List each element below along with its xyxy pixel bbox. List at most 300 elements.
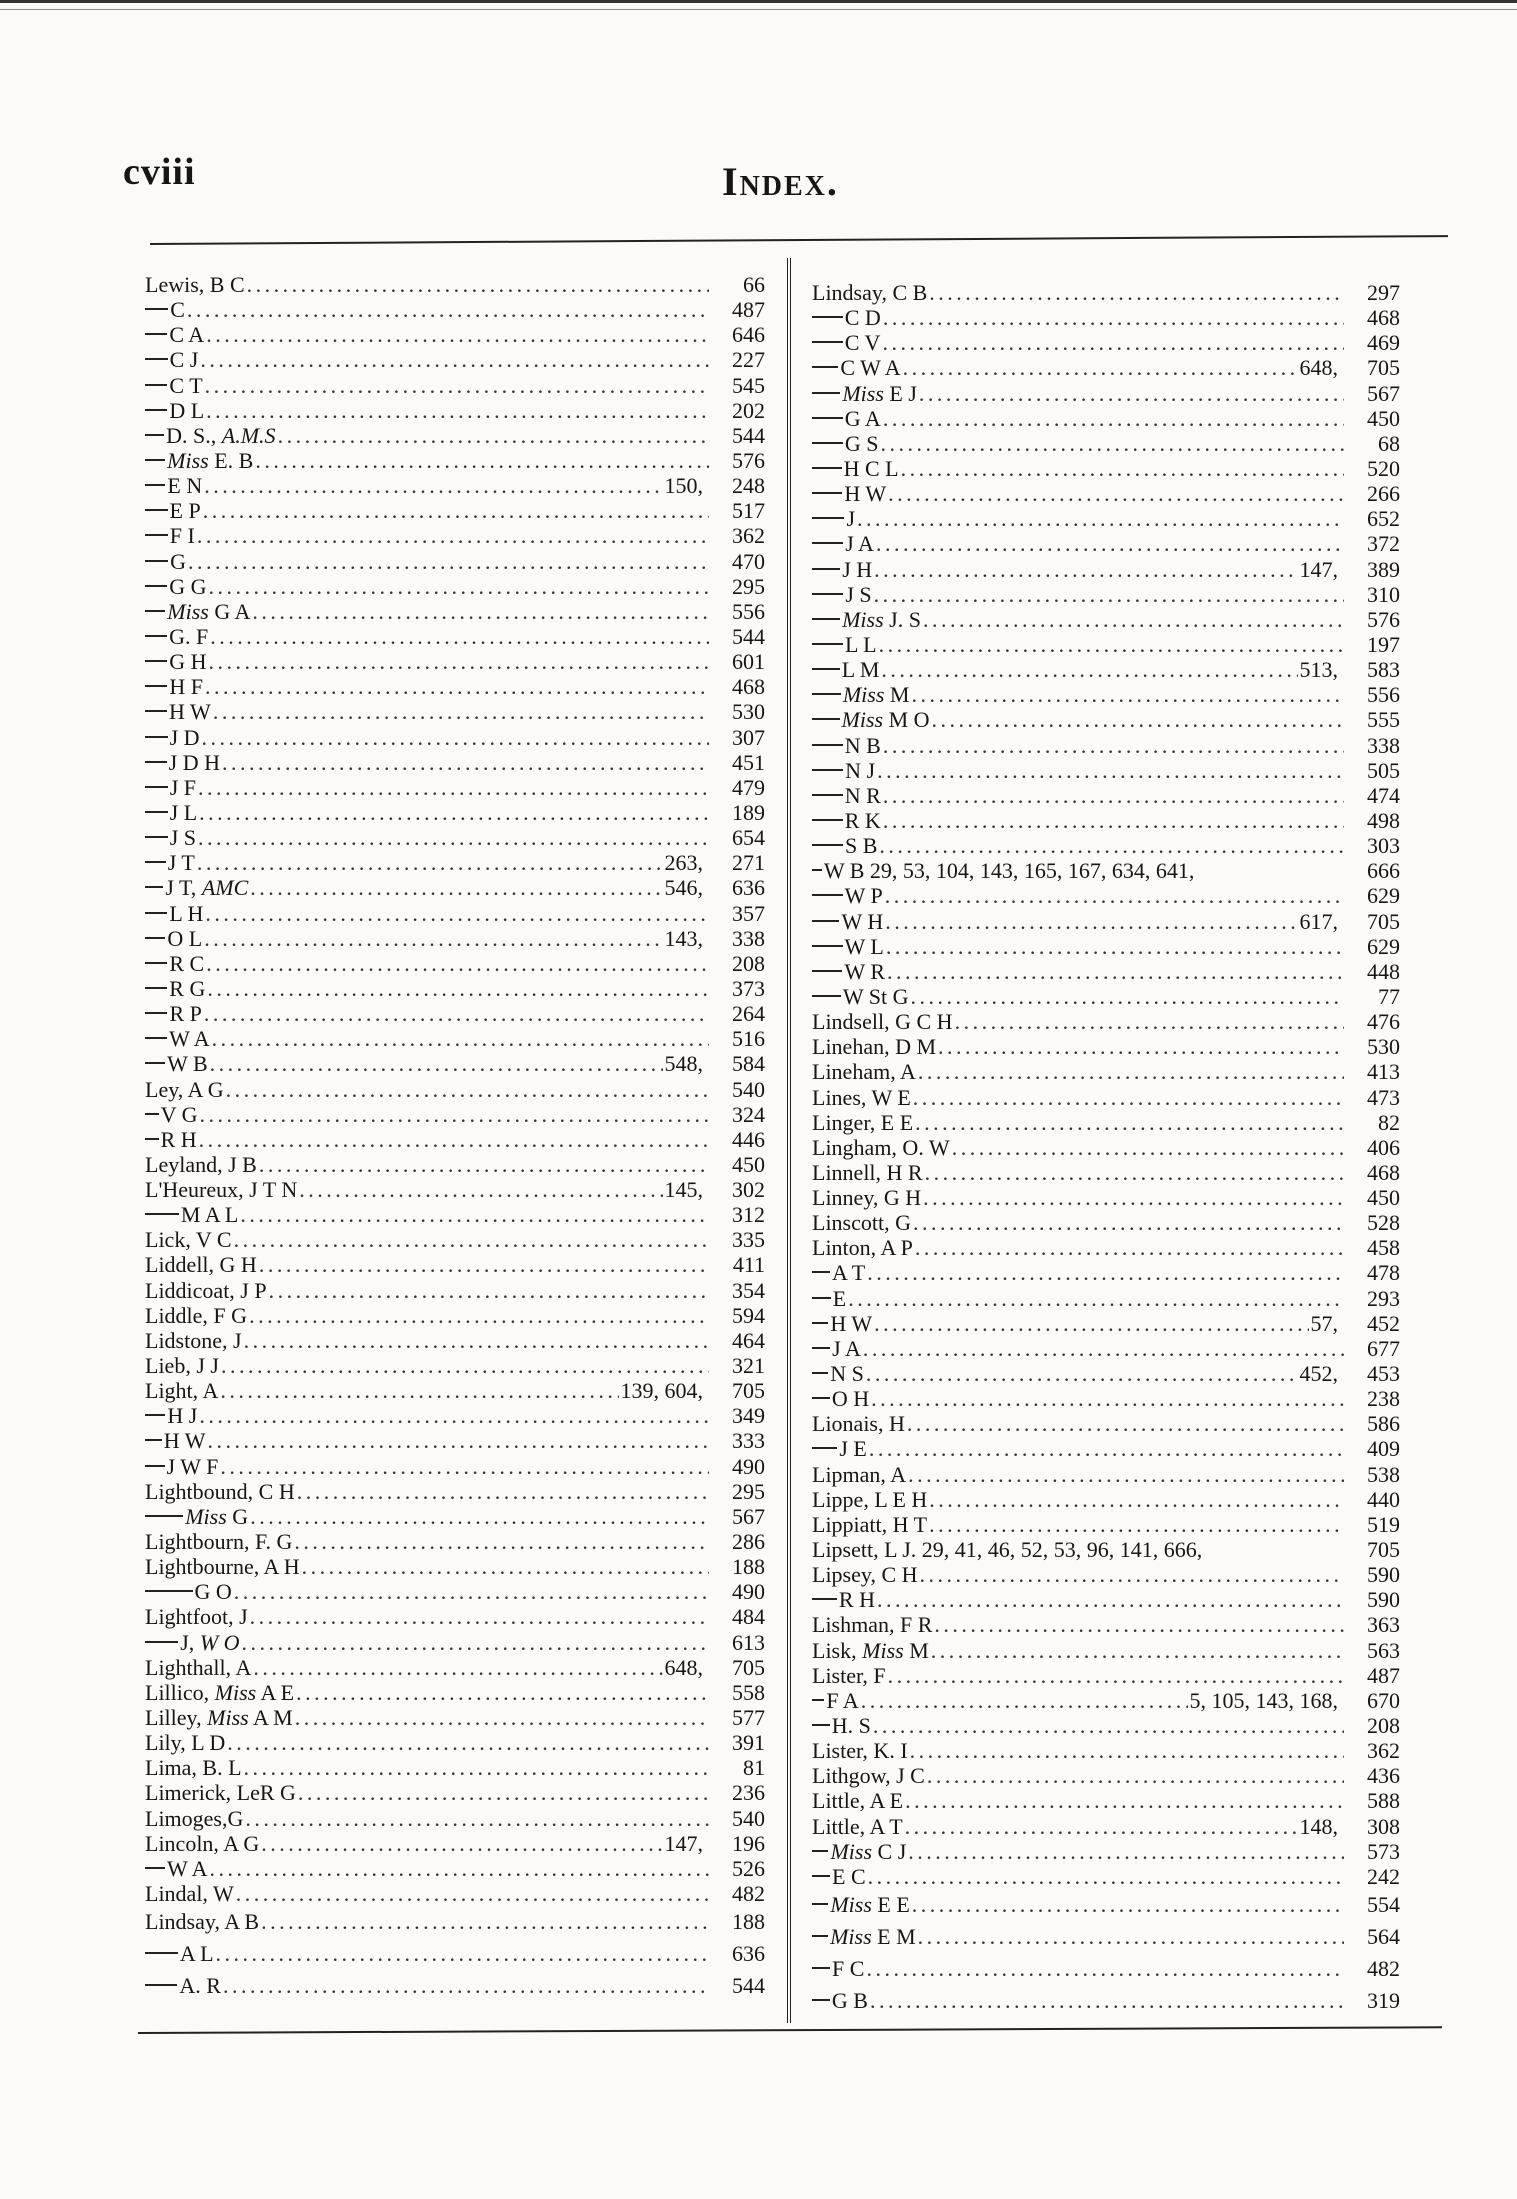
page-ref: 469	[1367, 330, 1400, 356]
dot-leader	[929, 1487, 1344, 1512]
ditto-dash	[812, 794, 843, 796]
ditto-dash	[145, 1213, 179, 1215]
entry-name	[812, 280, 927, 305]
entry-name	[812, 1135, 950, 1160]
ditto-dash	[145, 710, 167, 712]
dot-leader	[888, 1663, 1344, 1688]
entry-name	[165, 875, 248, 900]
index-entry	[145, 775, 765, 800]
ditto-dash	[812, 1322, 828, 1324]
page-ref: 293	[1367, 1285, 1400, 1311]
dot-leader	[278, 423, 709, 448]
top-scan-rule	[0, 0, 1517, 10]
page-ref: 286	[732, 1529, 765, 1555]
index-entry	[812, 1411, 1400, 1436]
index-entry	[145, 1303, 765, 1328]
ditto-dash	[145, 560, 168, 562]
ditto-dash	[145, 1984, 177, 1986]
index-entry	[812, 506, 1400, 531]
page-ref: 586	[1367, 1411, 1400, 1437]
index-entry	[812, 1763, 1400, 1788]
page-ref: 238	[1367, 1386, 1400, 1412]
entry-name	[169, 624, 208, 649]
page-ref: 479	[732, 774, 765, 800]
ditto-dash	[812, 819, 843, 821]
entry-name	[145, 1077, 224, 1102]
ditto-dash	[812, 492, 842, 494]
page-ref: 590	[1367, 1562, 1400, 1588]
dot-leader	[915, 1110, 1344, 1135]
dot-leader	[866, 1953, 1344, 1985]
page-ref: 556	[1366, 682, 1400, 708]
entry-initials: Lippiatt, H T	[812, 1511, 928, 1537]
entry-name	[145, 272, 245, 297]
index-entry	[812, 1260, 1400, 1285]
ditto-dash	[145, 1062, 165, 1064]
entry-initials: Lightbound, C H	[145, 1478, 295, 1504]
entry-initials: J	[846, 506, 856, 532]
page-ref: 705	[1367, 355, 1400, 381]
page-ref: 242	[1367, 1863, 1400, 1889]
dot-leader	[881, 657, 1297, 682]
page-ref: 82	[1378, 1109, 1400, 1135]
entry-initials: L L	[845, 631, 877, 657]
ditto-dash	[812, 769, 843, 771]
page-ref: 335	[732, 1227, 765, 1253]
entry-title: Miss	[167, 598, 209, 624]
ditto-dash	[145, 912, 167, 914]
dot-leader	[253, 1655, 662, 1680]
entry-name	[812, 1738, 908, 1763]
entry-name	[845, 632, 877, 657]
page-ref: 487	[1367, 1662, 1400, 1688]
page-ref: 576	[732, 447, 765, 473]
ditto-dash	[812, 693, 841, 695]
ditto-dash	[812, 1347, 830, 1349]
additional-pages: 147,	[664, 1830, 703, 1856]
index-entry	[812, 682, 1400, 707]
page-ref: 307	[732, 724, 765, 750]
index-entry	[812, 1839, 1400, 1864]
dot-leader	[886, 934, 1344, 959]
entry-suffix: A.M.S	[221, 422, 276, 448]
ditto-dash	[145, 660, 167, 662]
index-entry	[145, 1554, 765, 1579]
ditto-dash	[145, 1138, 159, 1140]
ditto-dash	[812, 542, 843, 544]
dot-leader	[249, 1303, 709, 1328]
ditto-dash	[145, 1439, 162, 1441]
entry-name	[145, 1152, 257, 1177]
page-ref: 555	[1367, 707, 1400, 733]
entry-name	[842, 607, 921, 632]
ditto-dash	[812, 744, 843, 746]
entry-initials: W L	[844, 933, 884, 959]
dot-leader	[874, 557, 1297, 582]
entry-name	[161, 1102, 198, 1127]
index-entry	[145, 725, 765, 750]
entry-initials: Lister, F	[812, 1662, 886, 1688]
dot-leader	[868, 1864, 1344, 1889]
page-ref: 189	[732, 799, 765, 825]
entry-initials: G	[226, 1503, 249, 1529]
page-ref: 188	[732, 1909, 765, 1935]
entry-name	[181, 1202, 238, 1227]
dot-leader	[222, 750, 709, 775]
entry-initials: E C	[832, 1863, 866, 1889]
index-entry	[145, 1479, 765, 1504]
dot-leader	[938, 1034, 1344, 1059]
entry-name	[842, 657, 880, 682]
index-entry	[145, 1831, 765, 1856]
dot-leader	[199, 1403, 709, 1428]
ditto-dash	[812, 1372, 828, 1374]
page-ref: 391	[732, 1730, 765, 1756]
additional-pages: 150,	[664, 473, 703, 499]
index-entry	[812, 1788, 1400, 1813]
index-entry	[812, 1436, 1400, 1461]
index-entry	[145, 750, 765, 775]
dot-leader	[302, 1554, 709, 1579]
page-ref: 362	[732, 523, 765, 549]
entry-initials: M O	[883, 707, 930, 733]
entry-suffix: AMC	[201, 875, 249, 901]
dot-leader	[905, 1814, 1298, 1839]
dot-leader	[908, 1462, 1344, 1487]
dot-leader	[920, 1562, 1344, 1587]
index-entry	[145, 423, 765, 448]
ditto-dash	[812, 869, 822, 871]
dot-leader	[199, 800, 709, 825]
ditto-dash	[812, 618, 840, 620]
entry-name	[812, 1487, 927, 1512]
entry-name	[812, 1160, 923, 1185]
page-ref: 349	[732, 1403, 765, 1429]
entry-name	[145, 1177, 297, 1202]
page-ref: 528	[1367, 1210, 1400, 1236]
page-ref: 567	[732, 1503, 765, 1529]
dot-leader	[226, 1077, 709, 1102]
index-entry	[812, 330, 1400, 355]
index-entry	[145, 926, 765, 951]
dot-leader	[212, 1026, 709, 1051]
index-entry	[145, 1202, 765, 1227]
index-entry	[812, 1612, 1400, 1637]
index-entry	[812, 1235, 1400, 1260]
entry-initials: N R	[844, 782, 881, 808]
dot-leader	[887, 959, 1344, 984]
ditto-dash	[812, 1271, 830, 1273]
ditto-dash	[812, 1447, 837, 1449]
entry-name	[170, 825, 196, 850]
entry-name	[812, 1562, 918, 1587]
dot-leader	[932, 707, 1344, 732]
ditto-dash	[812, 970, 842, 972]
entry-initials: J,	[180, 1629, 200, 1655]
entry-initials: W R	[844, 958, 886, 984]
page-ref: 629	[1367, 883, 1400, 909]
ditto-dash	[145, 1590, 193, 1592]
dot-leader	[236, 1881, 709, 1906]
additional-pages: 648,	[664, 1654, 703, 1680]
header-rule	[150, 235, 1448, 245]
page-ref: 677	[1367, 1335, 1400, 1361]
entry-name	[145, 1755, 242, 1780]
page-ref: 519	[1367, 1511, 1400, 1537]
index-entry	[145, 1604, 765, 1629]
additional-pages: 263,	[664, 850, 703, 876]
entry-surname: Lilley,	[145, 1705, 208, 1731]
page-ref: 264	[732, 1001, 765, 1027]
page-ref: 556	[732, 598, 765, 624]
ditto-dash	[145, 962, 167, 964]
index-entry	[812, 934, 1400, 959]
page-ref: 324	[732, 1101, 765, 1127]
entry-initials: Limerick, LeR G	[145, 1780, 296, 1806]
ditto-dash	[145, 937, 165, 939]
index-entry	[145, 473, 765, 498]
page-ref: 357	[732, 900, 765, 926]
entry-initials: Linscott, G	[812, 1210, 911, 1236]
dot-leader	[911, 984, 1344, 1009]
entry-initials: Liddle, F G	[145, 1302, 248, 1328]
entry-initials: E M	[871, 1924, 916, 1949]
entry-initials: Lipsey, C H	[812, 1562, 918, 1588]
page-ref: 470	[732, 548, 765, 574]
dot-leader	[205, 674, 709, 699]
entry-initials: Linehan, D M	[812, 1034, 937, 1060]
entry-name	[844, 959, 885, 984]
index-entry	[812, 1688, 1400, 1713]
additional-pages: 452,	[1299, 1361, 1338, 1387]
page-ref: 295	[732, 573, 765, 599]
entry-initials: L H	[169, 900, 204, 926]
entry-name	[843, 984, 909, 1009]
ditto-dash	[812, 392, 840, 394]
dot-leader	[244, 1755, 709, 1780]
ditto-dash	[145, 459, 165, 461]
dot-leader	[199, 1102, 709, 1127]
entry-initials: J D H	[168, 749, 220, 775]
entry-name	[145, 1705, 293, 1730]
index-entry	[812, 707, 1400, 732]
page-ref: 482	[1367, 1956, 1400, 1981]
additional-pages: 617,	[1299, 908, 1338, 934]
dot-leader	[912, 1889, 1344, 1921]
dot-leader	[247, 272, 709, 297]
index-entry	[812, 406, 1400, 431]
index-entry	[145, 1655, 765, 1680]
entry-name	[830, 1889, 909, 1921]
page-ref: 448	[1367, 958, 1400, 984]
entry-initials: G A	[844, 405, 881, 431]
entry-name	[167, 926, 202, 951]
entry-initials: H W	[844, 481, 887, 507]
entry-name	[169, 574, 206, 599]
page-ref: 705	[732, 1378, 765, 1404]
dot-leader	[252, 599, 709, 624]
page-ref: 474	[1367, 782, 1400, 808]
entry-name	[845, 406, 881, 431]
index-entry	[812, 1814, 1400, 1839]
ditto-dash	[812, 417, 843, 419]
dot-leader	[881, 431, 1344, 456]
entry-initials: R P	[169, 1001, 202, 1027]
entry-name	[167, 1856, 208, 1881]
index-entry	[145, 1806, 765, 1831]
dot-leader	[934, 1612, 1344, 1637]
page-ref: 338	[732, 925, 765, 951]
page-ref: 670	[1367, 1687, 1400, 1713]
index-entry	[812, 1638, 1400, 1663]
entry-initials: Linger, E E	[812, 1109, 914, 1135]
entry-surname: Lillico,	[145, 1679, 215, 1705]
page-ref: 372	[1367, 531, 1400, 557]
index-entry	[145, 322, 765, 347]
ditto-dash	[145, 1641, 178, 1643]
page-ref: 540	[732, 1805, 765, 1831]
entry-initials: J A	[845, 531, 874, 557]
entry-name	[812, 1788, 903, 1813]
ditto-dash	[145, 1414, 165, 1416]
entry-initials: Liddell, G H	[145, 1252, 257, 1278]
entry-initials: W B 29, 53, 104, 143, 165, 167, 634, 641,	[823, 858, 1195, 884]
entry-name	[812, 1059, 916, 1084]
entry-name	[845, 934, 884, 959]
ditto-dash	[812, 442, 843, 444]
dot-leader	[234, 1579, 709, 1604]
ditto-dash	[145, 484, 165, 486]
entry-name	[180, 1938, 214, 1970]
entry-initials: M A L	[180, 1202, 239, 1228]
entry-name	[161, 1127, 197, 1152]
entry-title: Miss	[167, 447, 209, 473]
entry-name	[169, 976, 205, 1001]
dot-leader	[952, 1135, 1344, 1160]
page-ref: 490	[732, 1453, 765, 1479]
entry-name	[812, 1235, 913, 1260]
index-entry	[145, 1252, 765, 1277]
entry-name	[145, 1353, 219, 1378]
dot-leader	[199, 1127, 709, 1152]
entry-initials: Lindsell, G C H	[812, 1009, 953, 1035]
index-entry	[812, 1210, 1400, 1235]
ditto-dash	[145, 886, 163, 888]
dot-leader	[242, 1630, 709, 1655]
page-ref: 530	[732, 699, 765, 725]
index-entry	[812, 1864, 1400, 1889]
index-entry	[812, 1386, 1400, 1411]
index-entry	[812, 783, 1400, 808]
index-column-left	[145, 272, 765, 2002]
index-entry	[812, 557, 1400, 582]
entry-name	[812, 1085, 911, 1110]
dot-leader	[250, 1604, 709, 1629]
index-entry	[812, 1462, 1400, 1487]
index-entry	[812, 481, 1400, 506]
ditto-dash	[145, 585, 167, 587]
dot-leader	[269, 1278, 709, 1303]
entry-initials: G A	[208, 598, 251, 624]
entry-initials: Lima, B. L	[145, 1755, 242, 1781]
entry-initials: S B	[844, 833, 878, 859]
entry-initials: Lingham, O. W	[812, 1134, 950, 1160]
page-ref: 440	[1367, 1486, 1400, 1512]
additional-pages: 648,	[1299, 355, 1338, 381]
ditto-dash	[812, 467, 842, 469]
ditto-dash	[812, 517, 844, 519]
page-ref: 208	[732, 950, 765, 976]
entry-initials: N S	[830, 1361, 864, 1387]
dot-leader	[874, 1311, 1308, 1336]
page-ref: 544	[732, 623, 765, 649]
index-entry	[145, 850, 765, 875]
entry-name	[145, 1252, 257, 1277]
entry-name	[846, 506, 855, 531]
page-ref: 302	[732, 1177, 765, 1203]
entry-initials: E J	[883, 380, 917, 406]
index-entry	[145, 1428, 765, 1453]
dot-leader	[255, 448, 709, 473]
page-ref: 666	[1367, 858, 1400, 884]
index-entry	[145, 1705, 765, 1730]
dot-leader	[925, 1160, 1344, 1185]
ditto-dash	[812, 366, 838, 368]
index-entry	[812, 1587, 1400, 1612]
ditto-dash	[812, 1397, 830, 1399]
page-ref: 297	[1367, 280, 1400, 305]
entry-initials: E P	[169, 498, 201, 524]
index-entry	[812, 1286, 1400, 1311]
entry-title: Miss	[207, 1705, 249, 1731]
entry-name	[844, 456, 899, 481]
dot-leader	[188, 549, 709, 574]
dot-leader	[907, 1411, 1344, 1436]
entry-initials: H. S	[831, 1713, 871, 1739]
page-ref: 321	[732, 1353, 765, 1379]
entry-name	[841, 909, 883, 934]
entry-name	[145, 1554, 300, 1579]
dot-leader	[870, 1985, 1344, 2017]
entry-name	[812, 1034, 936, 1059]
entry-initials: C W A	[840, 355, 901, 381]
entry-initials: Lipsett, L J. 29, 41, 46, 52, 53, 96, 141, 666,	[812, 1537, 1203, 1563]
entry-initials: J S	[169, 825, 196, 851]
entry-initials: M	[884, 682, 910, 708]
entry-initials: Lippe, L E H	[812, 1486, 928, 1512]
page-ref: 636	[731, 1941, 765, 1967]
page-ref: 295	[732, 1478, 765, 1504]
ditto-dash	[812, 643, 843, 645]
index-entry	[145, 624, 765, 649]
index-entry	[812, 1009, 1400, 1034]
page-ref: 312	[732, 1202, 765, 1228]
index-entry	[145, 599, 765, 624]
page-ref: 362	[1367, 1738, 1400, 1764]
dot-leader	[931, 1638, 1344, 1663]
entry-initials: M	[903, 1637, 929, 1663]
entry-initials: Lightfoot, J	[145, 1604, 248, 1630]
additional-pages: 145,	[664, 1177, 703, 1203]
dot-leader	[227, 1730, 709, 1755]
index-entry	[812, 733, 1400, 758]
page-ref: 590	[1367, 1587, 1400, 1613]
dot-leader	[861, 1688, 1188, 1713]
index-entry	[145, 800, 765, 825]
entry-name	[169, 901, 203, 926]
entry-initials: N B	[844, 732, 881, 758]
dot-leader	[299, 1177, 662, 1202]
